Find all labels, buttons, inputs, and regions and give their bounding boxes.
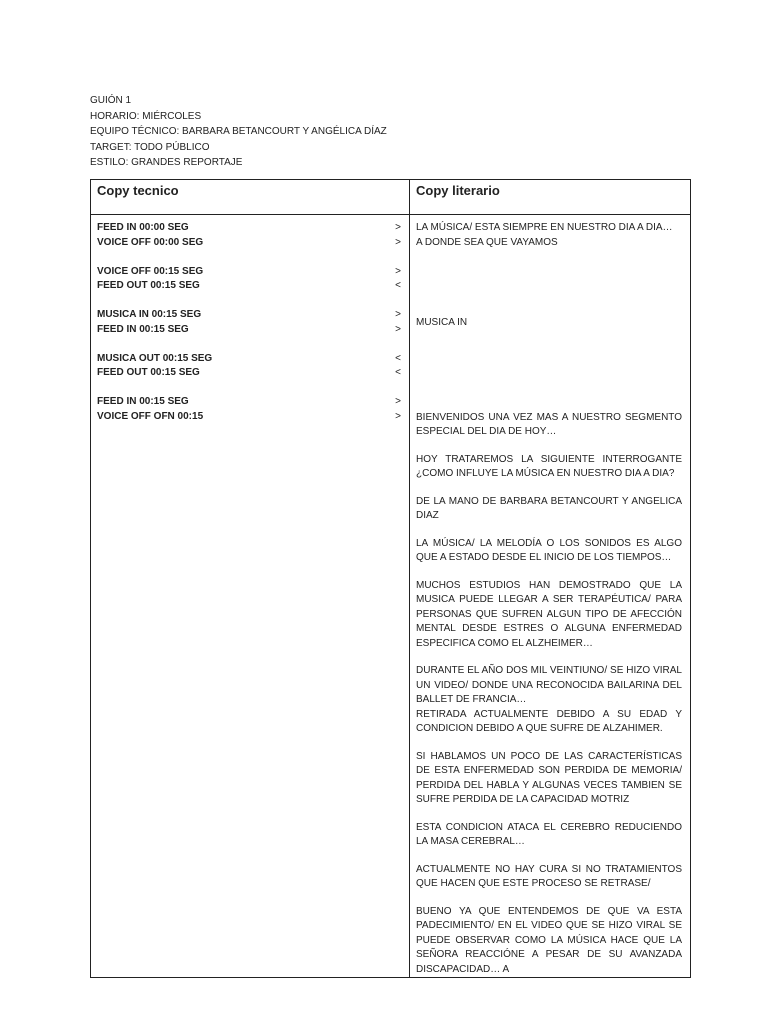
document-header xyxy=(90,93,387,171)
cue-arrow: > xyxy=(395,309,401,320)
tech-cue-group xyxy=(97,352,401,381)
tech-cue: VOICE OFF OFN 00:15 > xyxy=(97,410,401,425)
schedule-line: HORARIO: MIÉRCOLES xyxy=(90,110,202,122)
style-line: ESTILO: GRANDES REPORTAJE xyxy=(90,157,243,169)
cue-arrow: > xyxy=(395,396,401,407)
lit-paragraph: LA MÚSICA/ LA MELODÍA O LOS SONIDOS ES ALGO QUE A ESTADO DESDE EL INICIO DE LOS TIEMPOS… xyxy=(416,537,682,563)
cue-arrow: > xyxy=(395,222,401,233)
literary-column-header: Copy literario xyxy=(410,180,691,215)
tech-cue: FEED IN 00:00 SEG > xyxy=(97,221,401,236)
lit-paragraph: ACTUALMENTE NO HAY CURA SI NO TRATAMIENTOS QUE HACEN QUE ESTE PROCESO SE RETRASE/ xyxy=(416,863,682,889)
tech-cue-group xyxy=(97,265,401,294)
cue-arrow: > xyxy=(395,236,401,248)
tech-column-header: Copy tecnico xyxy=(91,180,410,215)
technical-team-line: EQUIPO TÉCNICO: BARBARA BETANCOURT Y ANGÉLICA DÍAZ xyxy=(90,126,387,138)
cue-arrow: < xyxy=(395,352,401,364)
lit-paragraph: RETIRADA ACTUALMENTE DEBIDO A SU EDAD Y CONDICION DEBIDO A QUE SUFRE DE ALZAHIMER. xyxy=(416,708,682,734)
lit-paragraph: MUSICA IN xyxy=(416,317,468,328)
lit-paragraph: LA MÚSICA/ ESTA SIEMPRE EN NUESTRO DIA A DIA… xyxy=(416,222,673,233)
cue-arrow: > xyxy=(395,323,401,335)
literary-column xyxy=(410,215,691,978)
lit-paragraph: HOY TRATAREMOS LA SIGUIENTE INTERROGANTE ¿COMO INFLUYE LA MÚSICA EN NUESTRO DIA A DIA? xyxy=(416,453,682,479)
cue-arrow: < xyxy=(395,367,401,378)
tech-cue: FEED IN 00:15 SEG > xyxy=(97,395,401,410)
tech-cue: FEED OUT 00:15 SEG < xyxy=(97,366,401,381)
tech-cue: FEED IN 00:15 SEG > xyxy=(97,323,401,338)
cue-arrow: > xyxy=(395,265,401,277)
tech-cue-group xyxy=(97,308,401,337)
script-table xyxy=(90,179,691,978)
script-number: GUIÓN 1 xyxy=(90,95,132,106)
tech-column xyxy=(91,215,410,978)
lit-paragraph: MUCHOS ESTUDIOS HAN DEMOSTRADO QUE LA MUSICA PUEDE LLEGAR A SER TERAPÉUTICA/ PARA PERSONAS QUE SUFREN ALGUN TIPO DE AFECCIÓN MENTAL DESDE ESTRES O ALGUNA ENFERMEDAD ESPECIFICA COMO EL ALZHEIMER… xyxy=(416,579,682,649)
lit-paragraph: DE LA MANO DE BARBARA BETANCOURT Y ANGELICA DIAZ xyxy=(416,495,682,521)
lit-paragraph: ESTA CONDICION ATACA EL CEREBRO REDUCIENDO LA MASA CEREBRAL… xyxy=(416,821,682,847)
tech-cue: MUSICA IN 00:15 SEG > xyxy=(97,308,401,323)
lit-paragraph: BIENVENIDOS UNA VEZ MAS A NUESTRO SEGMENTO ESPECIAL DEL DIA DE HOY… xyxy=(416,411,682,437)
cue-arrow: > xyxy=(395,410,401,422)
lit-paragraph: BUENO YA QUE ENTENDEMOS DE QUE VA ESTA PADECIMIENTO/ EN EL VIDEO QUE SE HIZO VIRAL SE PUEDE OBSERVAR COMO LA MÚSICA HACE QUE LA SEÑORA REACCIÓNE A PESAR DE SU AVANZADA DISCAPACIDAD… A xyxy=(416,905,682,975)
target-line: TARGET: TODO PÚBLICO xyxy=(90,141,210,153)
lit-paragraph: SI HABLAMOS UN POCO DE LAS CARACTERÍSTICAS DE ESTA ENFERMEDAD SON PERDIDA DE MEMORIA/ PERDIDA DEL HABLA Y ALGUNAS VECES TAMBIEN SE SUFRE PERDIDA DE LA CAPACIDAD MOTRIZ xyxy=(416,750,682,805)
tech-cue: VOICE OFF 00:15 SEG > xyxy=(97,265,401,280)
lit-paragraph: A DONDE SEA QUE VAYAMOS xyxy=(416,236,558,248)
tech-cue: VOICE OFF 00:00 SEG > xyxy=(97,236,401,251)
tech-cue-group xyxy=(97,395,401,424)
tech-cue: MUSICA OUT 00:15 SEG < xyxy=(97,352,401,367)
cue-arrow: < xyxy=(395,280,401,291)
tech-cue-group xyxy=(97,221,401,250)
tech-cue: FEED OUT 00:15 SEG < xyxy=(97,279,401,294)
lit-paragraph: DURANTE EL AÑO DOS MIL VEINTIUNO/ SE HIZO VIRAL UN VIDEO/ DONDE UNA RECONOCIDA BAILARINA DEL BALLET DE FRANCIA… xyxy=(416,665,682,705)
